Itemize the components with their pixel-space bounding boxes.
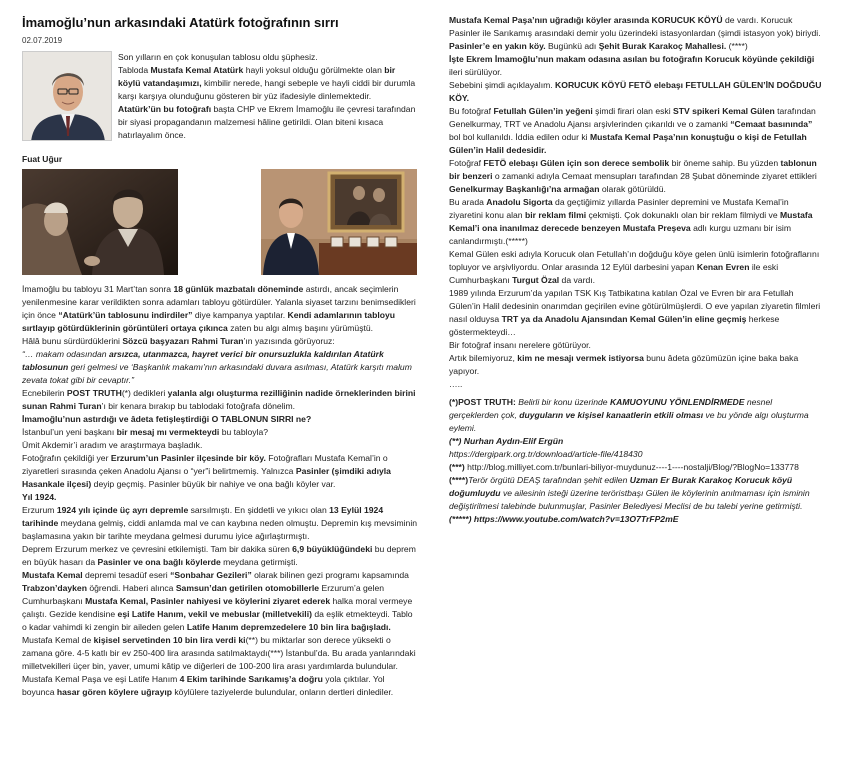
text-run: Mustafa Kemal Atatürk (150, 65, 244, 75)
text-run: Latife Hanım depremzedelere 10 bin lira bağışladı. (186, 622, 391, 632)
text-run: İşte Ekrem İmamoğlu’nun makam odasına asılan bu fotoğrafın Korucuk köyünde çekildiği (449, 54, 815, 64)
text-run: 6,9 büyüklüğündeki (292, 544, 373, 554)
text-run: diye kampanya yaptılar. (192, 310, 288, 320)
author-box (22, 51, 112, 166)
paragraph (22, 569, 417, 673)
paragraph (22, 504, 417, 543)
left-body (22, 283, 417, 699)
text-run: adlı kurgu uzmanı bir isim canlandırmıştı.(*****) (449, 223, 791, 246)
text-run: (*)POST TRUTH: (449, 397, 516, 407)
text-run: “Cemaat basınında” (730, 119, 813, 129)
ataturk-photo-image (22, 169, 178, 275)
text-run: bir öneme sahip. Bu yüzden (669, 158, 781, 168)
text-run: da vardı. (559, 275, 595, 285)
right-column (449, 14, 824, 526)
text-run: Trabzon’dayken (22, 583, 87, 593)
paragraph (449, 396, 824, 435)
text-run: yalanla algı oluşturma rezilliğinin nadide örneklerinden birini sunan Rahmi Turan (22, 388, 416, 411)
paragraph (449, 352, 824, 378)
paragraph (22, 439, 417, 452)
text-run: Pasinler ve ona bağlı köylerde (97, 557, 221, 567)
text-run: ileri sürülüyor. (449, 67, 503, 77)
left-column (22, 14, 417, 699)
text-run: deyip geçmiş. Pasinler büyük bir nahiye ve ona bağlı köyler var. (91, 479, 336, 489)
text-run: kimbilir nerede, hangi sebeple ve hayli ciddi bir durumla karşı karşıya olunduğunu gösteren bir yüz ifadesiyle dinlemektedir. (118, 78, 416, 101)
paragraph (22, 335, 417, 348)
text-run: Kendi adamlarının tabloyu sırtlayıp götürdüklerinin görüntüleri ortaya çıkınca (22, 310, 395, 333)
paragraph (22, 452, 417, 491)
text-run: meydana getirmişti. (220, 557, 298, 567)
text-run: ile eski Cumhurbaşkanı (449, 262, 779, 285)
text-run: Belirli bir konu üzerinde (515, 397, 610, 407)
author-section (22, 51, 417, 169)
paragraph (118, 103, 418, 142)
text-run: kişisel servetinden 10 bin lira verdi ki (93, 635, 246, 645)
text-run: Ecnebilerin (22, 388, 67, 398)
text-run: Fotoğrafları Mustafa Kemal’in o ziyaretleri sırasında çeken Anadolu Ajansı o “yer”i belirtmemiş. Yalnızca (22, 453, 388, 476)
text-run: şimdi firari olan eski (592, 106, 673, 116)
text-run: bu deprem en büyük hasarı da (22, 544, 416, 567)
text-run: İstanbul’un yeni başkanı (22, 427, 117, 437)
text-run: yola çıktılar. Yol boyunca (22, 674, 385, 697)
text-run: meydana gelmiş, ciddi anlamda mal ve can kaybına neden olmuştu. Depremin kış mevsiminin başlamasına yakın bir tarihte meydana gelmesi durumu iyice ağırlaştırmıştı. (22, 518, 418, 541)
text-run: Atatürk’ün bu fotoğrafı (118, 104, 212, 114)
right-body (449, 14, 824, 391)
text-run: Mustafa Kemal, Pasinler nahiyesi ve köylerini ziyaret ederek (85, 596, 331, 606)
text-run: Kemal Gülen eski adıyla Korucuk olan Fetullah’ın doğduğu köye gelen ünlü isimlerin fotoğraflarını topluyor ve arşivliyordu. Onlar arasında 12 Eylül darbesini yapan (449, 249, 820, 272)
text-run: başta CHP ve Ekrem İmamoğlu ile çevresi tarafından bir siyasi propagandanın malzemesi hâline getirildi. Olan biteni kısaca hatırlayalım önce. (118, 104, 416, 140)
text-run: Pasinler’e en yakın köy. (449, 41, 546, 51)
text-run: Kenan Evren (696, 262, 750, 272)
text-run: kim ne mesajı vermek istiyorsa (517, 353, 644, 363)
text-run: köylülere taziyelerde bulundular, onların dertleri dinlediler. (172, 687, 394, 697)
text-run: olarak götürüldü. (599, 184, 666, 194)
paragraph (449, 378, 824, 391)
paragraph (449, 105, 824, 157)
text-run: Yıl 1924. (22, 492, 57, 502)
text-run: (*****) https://www.youtube.com/watch?v=13O7TrFP2mE (449, 514, 679, 524)
text-run: Sözcü başyazarı Rahmi Turan (122, 336, 244, 346)
text-run: KORUCUK KÖYÜ FETÖ elebaşı FETULLAH GÜLEN’İN DOĞDUĞU KÖY. (449, 80, 822, 103)
text-run: Şehit Burak Karakoç Mahallesi. (598, 41, 727, 51)
text-run: KAMUOYUNU YÖNLENDİRMEDE (609, 397, 745, 407)
text-run: hayli yoksul olduğu görülmekte olan (243, 65, 385, 75)
text-run: Pasinler (şimdiki adıyla Hasankale ilçesi) (22, 466, 391, 489)
paragraph (449, 287, 824, 339)
intro-text (118, 51, 418, 142)
text-run: İmamoğlu’nun astırdığı ve âdeta fetişleştirdiği O TABLONUN SIRRI ne? (22, 414, 312, 424)
paragraph (22, 673, 417, 699)
paragraph (449, 196, 824, 248)
text-run: Artık bilemiyoruz, (449, 353, 518, 363)
text-run: zaten bu algı almış başını yürümüştü. (227, 323, 374, 333)
author-photo (22, 51, 112, 141)
imamoglu-photo-image (261, 169, 417, 275)
text-run: halka moral vermeye çalıştı. Gezide kendisine (22, 596, 413, 619)
text-run: “… makam odasından (22, 349, 109, 359)
text-run: Mustafa Kemal Paşa’nın uğradığı köyler arasında KORUCUK KÖYÜ (449, 15, 723, 25)
text-run: ve ailesinin isteği üzerine teröristbaşı Gülen ile köylerinin anılmaması için isminin değiştirilmesi talebinde bulunmuşlar, Pasinler Belediyesi Meclisi de bu talebi yerine getirmişti. (449, 488, 810, 511)
paragraph (449, 461, 824, 474)
paragraph (22, 348, 417, 387)
text-run: (****) (449, 475, 469, 485)
text-run: depremi tesadüf eseri (82, 570, 171, 580)
paragraph (449, 474, 824, 513)
text-run: olarak bilinen gezi programı kapsamında (251, 570, 409, 580)
text-run: POST TRUTH (66, 388, 122, 398)
text-run: Fetullah Gülen’in yeğeni (493, 106, 593, 116)
text-run: hasar gören köylere uğrayıp (56, 687, 172, 697)
text-run: Mustafa Kemal’i ona inanılmaz derecede benzeyen Mustafa Preşeva (449, 210, 813, 233)
text-run: FETÖ elebaşı Gülen için son derece sembolik (483, 158, 670, 168)
text-run: STV spikeri Kemal Gülen (673, 106, 775, 116)
text-run: sarsılmıştı. En şiddetli ve yıkıcı olan (188, 505, 330, 515)
text-run: arsızca, utanmazca, hayret verici bir onursuzlukla kaldırılan Atatürk tablosunun (22, 349, 384, 372)
text-run: Bir fotoğraf insanı nerelere götürüyor. (449, 340, 591, 350)
photo-row (22, 169, 417, 275)
paragraph (449, 435, 824, 448)
text-run: 18 günlük mazbatalı döneminde (173, 284, 304, 294)
paragraph (22, 283, 417, 335)
text-run: “Atatürk’ün tablosunu indirdiler” (58, 310, 193, 320)
text-run: nesnel gerçeklerden çok, (449, 397, 773, 420)
text-run: 1924 yılı içinde üç ayrı depremle (56, 505, 189, 515)
paragraph (449, 53, 824, 79)
paragraph (118, 51, 418, 64)
text-run: Mustafa Kemal Paşa’nın konuştuğu o kişi de Fetullah Gülen’in Halil dedesidir. (449, 132, 807, 155)
text-run: Erzurum (22, 505, 57, 515)
text-run: astırdı, ancak seçimlerin yenilenmesine karar verildikten sonra adamları tabloyu götürdüler. Yalanla siyaset tarzını benimsedikleri için önce (22, 284, 416, 320)
text-run: herkese göstermekteydi… (449, 314, 780, 337)
article-title: İmamoğlu’nun arkasındaki Atatürk fotoğrafının sırrı (22, 15, 339, 30)
text-run: tarafından Genelkurmay, TRT ve Anadolu Ajansı arşivlerinden çıkarıldı ve o zamanki (449, 106, 816, 129)
text-run: 4 Ekim tarihinde Sarıkamış’a doğru (179, 674, 323, 684)
text-run: Erzurum’un Pasinler ilçesinde bir köy. (110, 453, 266, 463)
text-run: o zamanki adıyla Cemaat mensupları tarafından 28 Şubat döneminde ziyaret ettikleri (492, 171, 817, 181)
text-run: bu tabloyla? (219, 427, 269, 437)
text-run: Bugünkü adı (545, 41, 599, 51)
text-run: Erzurum’a gelen Cumhurbaşkanı (22, 583, 385, 606)
paragraph (22, 491, 417, 504)
text-run: bunu âdeta gözümüzün içine baka baka yapıyor. (449, 353, 799, 376)
text-run: ve bu yönde algı oluşturma eylemi. (449, 410, 809, 433)
imamoglu-office-photo (261, 169, 417, 275)
paragraph (449, 157, 824, 196)
text-run: Anadolu Sigorta (486, 197, 553, 207)
text-run: da eşlik etmekteydi. Tablo o kadar vahimdi ki zengin bir aileden gelen (22, 609, 413, 632)
text-run: (**) Nurhan Aydın-Elif Ergün (449, 436, 564, 446)
text-run: TRT ya da Anadolu Ajansından Kemal Gülen’in eline geçmiş (501, 314, 747, 324)
article-date: 02.07.2019 (22, 36, 63, 45)
paragraph (22, 543, 417, 569)
author-name: Fuat Uğur (22, 154, 63, 164)
text-run: de vardı. Korucuk Pasinler ile Sarıkamış arasındaki demir yolu üzerindeki istasyonlardan (şimdi istasyon yok) biriydi. (449, 15, 821, 38)
paragraph (22, 413, 417, 426)
text-run: Ümit Akdemir’i aradım ve araştırmaya başladık. (22, 440, 203, 450)
paragraph (449, 248, 824, 287)
text-run: Terör örgütü DEAŞ tarafından şehit edilen (468, 475, 630, 485)
text-run: ’ın yazısında görüyoruz: (243, 336, 335, 346)
paragraph (449, 339, 824, 352)
text-run: eşi Latife Hanım, vekil ve mebuslar (milletvekili) (117, 609, 312, 619)
paragraph (22, 387, 417, 413)
text-run: da geçtiğimiz yıllarda Pasinler depremini ve Mustafa Kemal’in ziyaretini konu alan (449, 197, 789, 220)
text-run: Deprem Erzurum merkez ve çevresini etkilemişti. Tam bir dakika süren (22, 544, 293, 554)
text-run: Samsun’dan getirilen otomobillerle (175, 583, 320, 593)
paragraph (22, 426, 417, 439)
text-run: Mustafa Kemal de (22, 635, 94, 645)
text-run: 13 Eylül 1924 tarihinde (22, 505, 384, 528)
text-run: Hâlâ bunu sürdürdüklerini (22, 336, 123, 346)
text-run: ’ı bir kenara bırakıp bu tablodaki fotoğrafa dönelim. (101, 401, 296, 411)
text-run: Uzman Er Burak Karakoç Korucuk köyü doğumluydu (449, 475, 793, 498)
text-run: (**) bu miktarlar son derece yüksekti o zamana göre. 4-5 katlı bir ev 250-400 lira arasında satılmaktaydı(***) İstanbul’da. Bu arada yanlarındaki milletvekilleri üçer bin, yaver, umumi kâtip ve diğerleri de 100-200 lira arası yardımlarda bulundular. (22, 635, 416, 671)
text-run: çekmişti. Çok dokunaklı olan bir reklam filmiydi ve (586, 210, 781, 220)
text-run: İmamoğlu bu tabloyu 31 Mart’tan sonra (22, 284, 174, 294)
text-run: Bu fotoğraf (449, 106, 494, 116)
text-run: Sebebini şimdi açıklayalım. (449, 80, 556, 90)
text-run: Genelkurmay Başkanlığı’na armağan (449, 184, 600, 194)
text-run: 1989 yılında Erzurum’da yapılan TSK Kış Tatbikatına katılan Özal ve Evren bir ara Fetullah Gülen’in Halil dedesinin onarımdan geçirilen evine götürülmüşlerdi. O eve yapılan ziyaretin filmleri nasıl olduysa (449, 288, 821, 324)
text-run: (***) (449, 462, 465, 472)
text-run: duyguların ve kişisel kanaatlerin etkili olması (519, 410, 704, 420)
text-run: (*) dedikleri (121, 388, 168, 398)
text-run: Son yılların en çok konuşulan tablosu oldu şüphesiz. (118, 52, 318, 62)
text-run: tablonun bir benzeri (449, 158, 817, 181)
text-run: bir reklam filmi (524, 210, 587, 220)
ataturk-villager-photo (22, 169, 178, 275)
text-run: ….. (449, 379, 463, 389)
text-run: Bu arada (449, 197, 487, 207)
author-portrait-image (23, 52, 112, 141)
text-run: Fotoğraf (449, 158, 484, 168)
text-run: Turgut Özal (512, 275, 560, 285)
text-run: bir köylü vatandaşımızı, (118, 65, 396, 88)
text-run: http://blog.milliyet.com.tr/bunlari-biliyor-muydunuz----1----nostalji/Blog/?BlogNo=133778 (464, 462, 799, 472)
text-run: Mustafa Kemal Paşa ve eşi Latife Hanım (22, 674, 180, 684)
text-run: geri gelmesi ve ‘Başkanlık makamı’nın arkasındaki duvara asılması, Atatürk karşıtı malum zevata tokat gibi bir cevaptır.” (22, 362, 412, 385)
paragraph (449, 14, 824, 53)
text-run: “Sonbahar Gezileri” (170, 570, 252, 580)
paragraph (449, 448, 824, 461)
paragraph (118, 64, 418, 103)
text-run: Tabloda (118, 65, 151, 75)
text-run: https://dergipark.org.tr/download/article-file/418430 (449, 449, 643, 459)
footnotes (449, 396, 824, 526)
paragraph (449, 513, 824, 526)
text-run: (****) (726, 41, 748, 51)
text-run: bol bol kullanıldı. İddia edilen odur ki (449, 132, 590, 142)
paragraph (449, 79, 824, 105)
text-run: Mustafa Kemal (22, 570, 83, 580)
text-run: bir mesaj mı vermekteydi (116, 427, 220, 437)
text-run: Fotoğrafın çekildiği yer (22, 453, 111, 463)
text-run: öğrendi. Haberi alınca (86, 583, 176, 593)
